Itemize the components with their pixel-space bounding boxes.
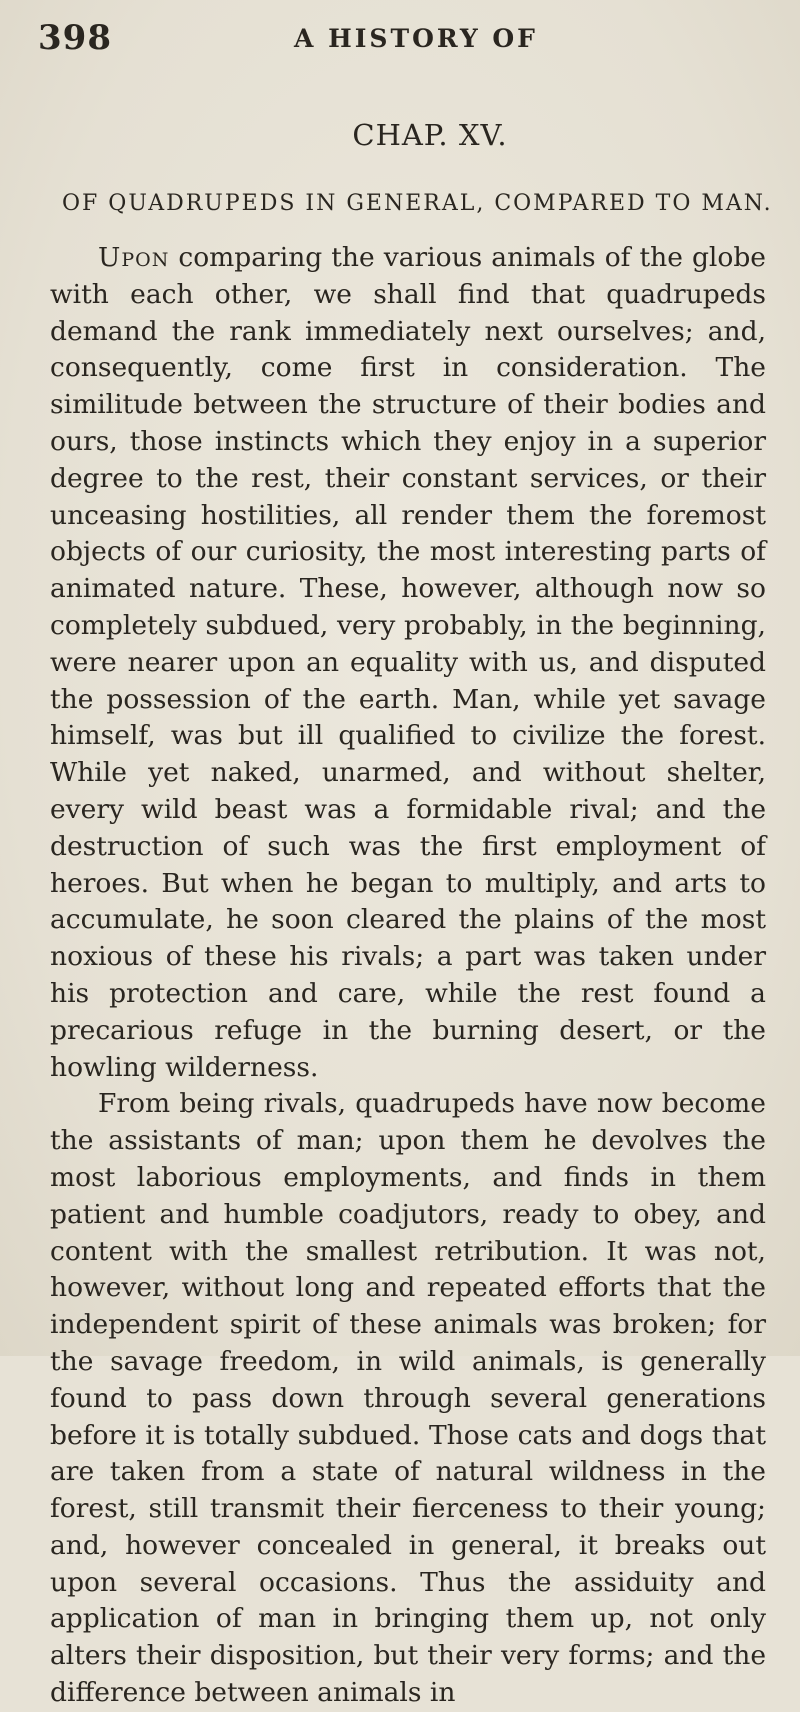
body-text xyxy=(50,240,766,1712)
chapter-number: CHAP. XV. xyxy=(352,118,508,152)
paragraph-2-text: From being rivals, quadrupeds have now become the assistants of man; upon them he devolves the most laborious employments, and finds in them patient and humble coadjutors, ready to obey, and content with the smallest retribution. It was not, however, without long and repeated efforts that the independent spirit of these animals was broken; for the savage freedom, in wild animals, is generally found to pass down through several generations before it is totally subdued. Those cats and dogs that are taken from a state of natural wildness in the forest, still transmit their fierceness to their young; and, however concealed in general, it breaks out upon several occasions. Thus the assiduity and application of man in bringing them up, not only alters their disposition, but their very forms; and the difference between animals in xyxy=(50,1088,766,1709)
running-head xyxy=(38,18,766,58)
paragraph-1-text: comparing the various animals of the globe with each other, we shall find that quadrupeds demand the rank immediately next ourselves; and, consequently, come first in consideration. The similitude between the structure of their bodies and ours, those instincts which they enjoy in a superior degree to the rest, their constant services, or their unceasing hostilities, all render them the foremost objects of our curiosity, the most interesting parts of animated nature. These, however, although now so completely subdued, very probably, in the beginning, were nearer upon an equality with us, and disputed the possession of the earth. Man, while yet savage himself, was but ill qualified to civilize the forest. While yet naked, unarmed, and without shelter, every wild beast was a formidable rival; and the destruction of such was the first employment of heroes. But when he began to multiply, and arts to accumulate, he soon cleared the plains of the most noxious of these his rivals; a part was taken under his protection and care, while the rest found a precarious refuge in the burning desert, or the howling wilderness. xyxy=(50,242,766,1083)
paragraph-2 xyxy=(50,1086,766,1712)
running-title: A HISTORY OF xyxy=(294,24,538,53)
paragraph-1 xyxy=(50,240,766,1086)
page-number: 398 xyxy=(38,18,112,58)
paragraph-1-lead: Upon xyxy=(98,242,170,273)
chapter-title: OF QUADRUPEDS IN GENERAL, COMPARED TO MAN. xyxy=(62,191,773,216)
